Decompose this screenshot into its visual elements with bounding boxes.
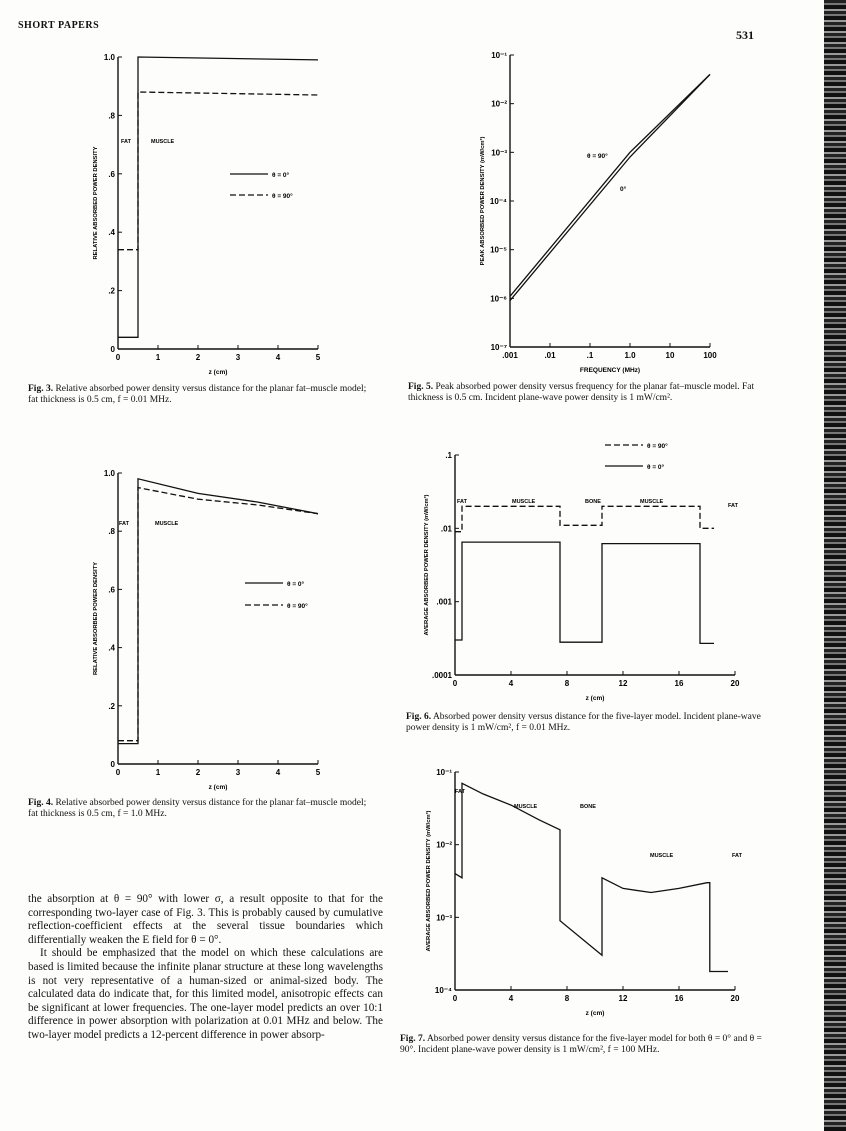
body-paragraph-2: It should be emphasized that the model on which these calculations are based is limited because the infinite planar structure at these long wavelengths is not very representative of a human-sized or animal-sized body. The calculated data do indicate that, for this limited model, anisotropic effects can be significant at lower frequencies. The one-layer model predicts an over 10:1 difference in power absorption with polarization at 0.01 MHz and below. The two-layer model predicts a 12-percent difference in power absorp- bbox=[28, 947, 383, 1041]
fig7-x-tick-label: 4 bbox=[508, 994, 514, 1003]
fig4-x-tick-label: 3 bbox=[235, 768, 241, 777]
fig6-region-label: BONE bbox=[585, 499, 601, 505]
fig7-region-label: BONE bbox=[580, 804, 596, 810]
fig6-region-label: MUSCLE bbox=[512, 499, 536, 505]
fig7-x-tick-label: 8 bbox=[564, 994, 570, 1003]
fig6-series-line bbox=[455, 506, 714, 531]
fig4-y-tick-label: .4 bbox=[108, 643, 115, 653]
fig5-y-label: PEAK ABSORBED POWER DENSITY (mW/cm³) bbox=[480, 136, 486, 266]
fig6-x-tick-label: 8 bbox=[564, 679, 570, 688]
fig6-x-tick-label: 20 bbox=[730, 679, 740, 688]
fig3-region-label: FAT bbox=[121, 139, 131, 145]
fig7-x-tick-label: 16 bbox=[674, 994, 684, 1003]
fig4-y-label: RELATIVE ABSORBED POWER DENSITY bbox=[93, 561, 99, 676]
fig4-x-tick-label: 5 bbox=[315, 768, 321, 777]
fig3-y-tick-label: .6 bbox=[108, 169, 115, 179]
fig3-y-tick-label: .8 bbox=[108, 111, 115, 121]
fig4-y-tick-label: 1.0 bbox=[103, 469, 115, 478]
fig4-x-tick-label: 0 bbox=[115, 768, 121, 777]
fig4-legend-label: θ = 0° bbox=[287, 581, 305, 588]
fig7-y-tick-label: 10⁻² bbox=[436, 840, 452, 850]
fig6-legend-label: θ = 90° bbox=[647, 443, 668, 450]
fig6-x-tick-label: 0 bbox=[452, 679, 458, 688]
fig3-x-tick-label: 0 bbox=[115, 353, 121, 362]
fig7-x-label: z (cm) bbox=[585, 1010, 605, 1017]
fig3-y-tick-label: .2 bbox=[108, 286, 115, 296]
fig7-x-tick-label: 0 bbox=[452, 994, 458, 1003]
fig7-region-label: FAT bbox=[455, 789, 465, 795]
fig5-y-tick-label: 10⁻⁴ bbox=[489, 197, 507, 206]
fig7-caption bbox=[400, 1034, 772, 1056]
fig6-y-tick-label: .001 bbox=[436, 597, 452, 607]
fig4-y-tick-label: .8 bbox=[108, 527, 115, 537]
fig4-x-tick-label: 4 bbox=[275, 768, 281, 777]
fig4-legend-label: θ = 90° bbox=[287, 603, 308, 610]
body-paragraph-1: the absorption at θ = 90° with lower σ, a result opposite to that for the corresponding two-layer case of Fig. 3. This is probably caused by cumulative reflection-coefficient effects at the several tissue boundaries which differentially weaken the E field for θ = 0°. bbox=[28, 893, 383, 946]
fig6-y-label: AVERAGE ABSORBED POWER DENSITY (mW/cm³) bbox=[424, 494, 430, 636]
fig6-region-label: FAT bbox=[457, 499, 467, 505]
fig5-x-tick-label: .01 bbox=[544, 351, 556, 360]
fig4-x-tick-label: 2 bbox=[195, 768, 201, 777]
fig5-y-tick-label: 10⁻⁷ bbox=[490, 343, 507, 352]
fig3-caption-text: Relative absorbed power density versus distance for the planar fat–muscle model; fat thickness is 0.5 cm, f = 0.01 MHz. bbox=[28, 384, 367, 405]
fig7-y-tick-label: 10⁻¹ bbox=[436, 768, 452, 777]
fig7-caption-label: Fig. 7. bbox=[400, 1034, 426, 1044]
fig4-chart bbox=[85, 455, 350, 795]
fig3-x-tick-label: 4 bbox=[275, 353, 281, 362]
fig5-y-tick-label: 10⁻⁵ bbox=[490, 245, 507, 255]
fig3-legend-label: θ = 90° bbox=[272, 193, 293, 200]
fig6-chart bbox=[420, 430, 750, 710]
fig3-x-tick-label: 3 bbox=[235, 353, 241, 362]
fig4-region-label: FAT bbox=[119, 521, 129, 527]
fig7-x-tick-label: 12 bbox=[618, 994, 628, 1003]
fig6-y-tick-label: .01 bbox=[440, 524, 452, 534]
fig4-y-tick-label: .6 bbox=[108, 585, 115, 595]
fig4-series-line bbox=[118, 479, 318, 744]
fig6-region-label: FAT bbox=[728, 503, 738, 509]
fig3-y-label: RELATIVE ABSORBED POWER DENSITY bbox=[93, 146, 99, 260]
fig6-x-label: z (cm) bbox=[585, 695, 605, 702]
fig6-series-line bbox=[455, 542, 714, 643]
fig4-caption bbox=[28, 798, 373, 820]
fig3-x-tick-label: 2 bbox=[195, 353, 201, 362]
fig7-y-label: AVERAGE ABSORBED POWER DENSITY (mW/cm³) bbox=[426, 810, 432, 952]
fig5-x-tick-label: .001 bbox=[502, 351, 518, 360]
fig6-caption bbox=[406, 712, 774, 734]
fig7-region-label: MUSCLE bbox=[514, 804, 538, 810]
fig5-y-tick-label: 10⁻² bbox=[491, 99, 507, 109]
fig5-series-line bbox=[510, 74, 710, 300]
fig6-caption-text: Absorbed power density versus distance for the five-layer model. Incident plane-wave power density is 1 mW/cm², f = 0.01 MHz. bbox=[406, 712, 761, 733]
fig3-caption-label: Fig. 3. bbox=[28, 384, 54, 394]
scan-edge bbox=[824, 0, 846, 1131]
fig7-region-label: FAT bbox=[732, 853, 742, 859]
fig6-legend-label: θ = 0° bbox=[647, 464, 665, 471]
fig5-y-tick-label: 10⁻⁶ bbox=[490, 294, 507, 304]
fig5-caption bbox=[408, 382, 776, 404]
fig5-x-tick-label: 1.0 bbox=[624, 351, 636, 360]
fig5-series-label: 0° bbox=[620, 186, 627, 193]
fig3-y-tick-label: .4 bbox=[108, 228, 115, 238]
fig6-y-tick-label: .1 bbox=[445, 451, 452, 460]
fig4-caption-label: Fig. 4. bbox=[28, 798, 54, 808]
page-number: 531 bbox=[736, 28, 754, 42]
fig5-chart bbox=[475, 45, 720, 375]
fig3-chart bbox=[85, 45, 350, 385]
fig5-y-tick-label: 10⁻¹ bbox=[491, 51, 507, 60]
fig6-x-tick-label: 16 bbox=[674, 679, 684, 688]
fig4-x-label: z (cm) bbox=[208, 784, 228, 791]
fig7-y-tick-label: 10⁻³ bbox=[436, 913, 452, 923]
fig6-x-tick-label: 4 bbox=[508, 679, 514, 688]
fig7-region-label: MUSCLE bbox=[650, 853, 674, 859]
fig5-caption-label: Fig. 5. bbox=[408, 382, 434, 392]
fig4-x-tick-label: 1 bbox=[155, 768, 161, 777]
fig3-series-line bbox=[118, 92, 318, 250]
fig5-series-label: θ = 90° bbox=[587, 153, 608, 160]
fig3-y-tick-label: 0 bbox=[110, 345, 115, 354]
fig6-caption-label: Fig. 6. bbox=[406, 712, 432, 722]
fig7-caption-text: Absorbed power density versus distance for the five-layer model for both θ = 0° and θ = 90°. Incident plane-wave power density is 1 mW/cm², f = 100 MHz. bbox=[400, 1034, 762, 1055]
fig5-x-tick-label: 10 bbox=[665, 351, 675, 360]
fig4-y-tick-label: 0 bbox=[110, 760, 115, 769]
fig7-series-line bbox=[455, 783, 728, 971]
fig7-chart bbox=[420, 760, 750, 1028]
fig6-x-tick-label: 12 bbox=[618, 679, 628, 688]
body-text bbox=[28, 893, 383, 1043]
running-header: SHORT PAPERS bbox=[18, 20, 100, 31]
fig5-caption-text: Peak absorbed power density versus frequency for the planar fat–muscle model. Fat thickness is 0.5 cm. Incident plane-wave power density is 1 mW/cm². bbox=[408, 382, 755, 403]
fig4-y-tick-label: .2 bbox=[108, 701, 115, 711]
fig6-region-label: MUSCLE bbox=[640, 499, 664, 505]
fig5-y-tick-label: 10⁻³ bbox=[491, 148, 507, 158]
fig4-series-line bbox=[118, 488, 318, 741]
fig4-region-label: MUSCLE bbox=[155, 521, 179, 527]
fig5-x-tick-label: .1 bbox=[586, 351, 594, 360]
fig7-x-tick-label: 20 bbox=[730, 994, 740, 1003]
fig7-y-tick-label: 10⁻⁴ bbox=[434, 986, 452, 995]
fig6-y-tick-label: .0001 bbox=[431, 671, 452, 680]
fig5-series-line bbox=[510, 74, 710, 296]
fig3-caption bbox=[28, 384, 373, 406]
fig3-y-tick-label: 1.0 bbox=[103, 53, 115, 62]
fig5-x-tick-label: 100 bbox=[703, 351, 717, 360]
fig3-x-tick-label: 5 bbox=[315, 353, 321, 362]
fig3-legend-label: θ = 0° bbox=[272, 172, 290, 179]
fig4-caption-text: Relative absorbed power density versus distance for the planar fat–muscle model; fat thickness is 0.5 cm, f = 1.0 MHz. bbox=[28, 798, 367, 819]
fig3-x-tick-label: 1 bbox=[155, 353, 161, 362]
fig3-x-label: z (cm) bbox=[208, 369, 228, 376]
fig5-x-label: FREQUENCY (MHz) bbox=[579, 367, 641, 374]
fig3-region-label: MUSCLE bbox=[151, 139, 175, 145]
